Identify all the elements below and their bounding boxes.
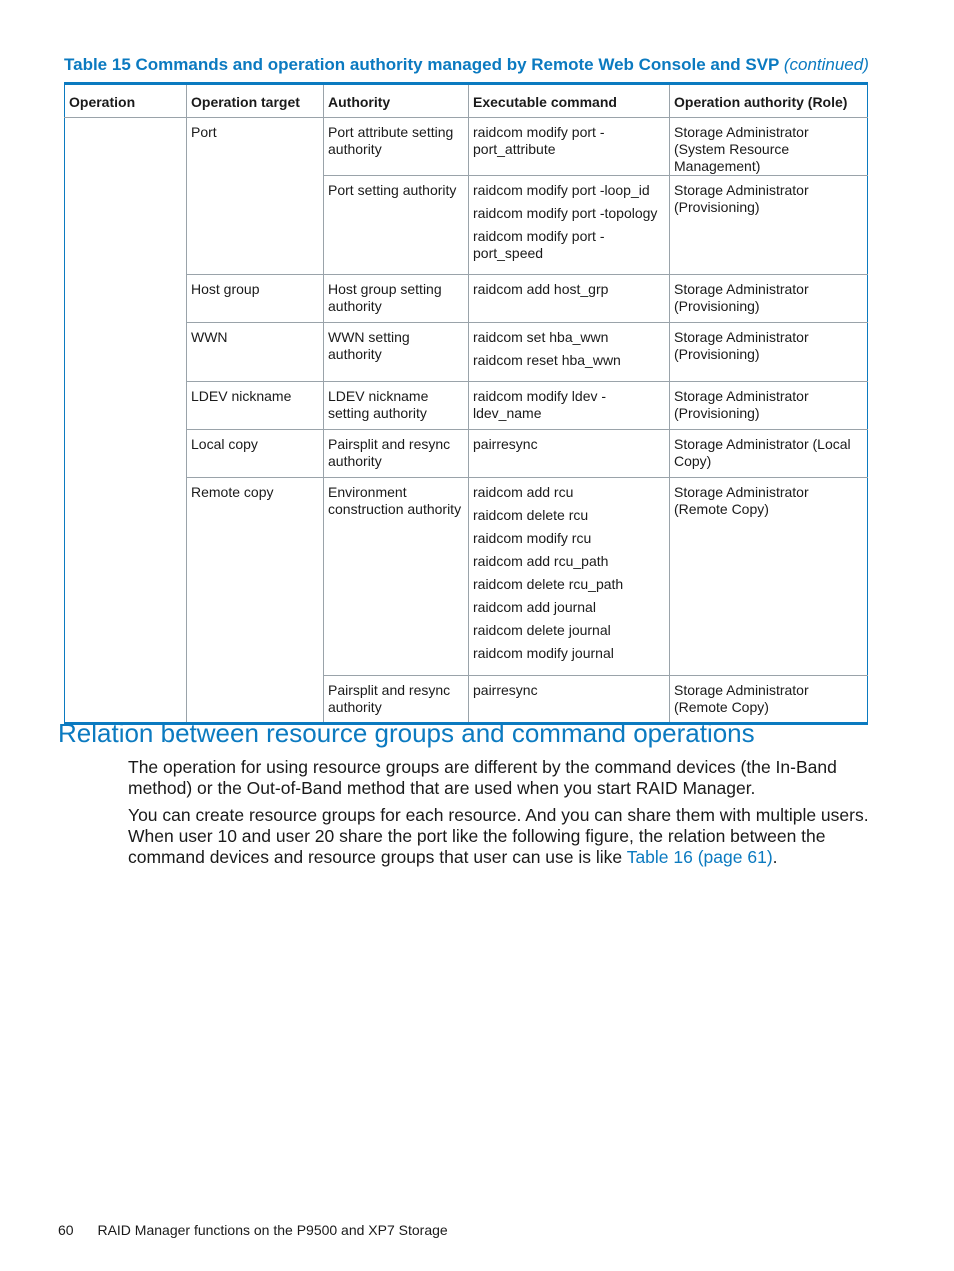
command-text: raidcom delete rcu_path [473, 576, 624, 592]
command-text: raidcom add host_grp [473, 281, 609, 297]
role-cell: Storage Administrator (Provisioning) [670, 382, 868, 430]
command-text: raidcom set hba_wwn [473, 329, 609, 345]
command-cell [469, 118, 670, 176]
command-text: raidcom add rcu_path [473, 553, 609, 569]
header-authority: Authority [324, 84, 469, 118]
footer-text: RAID Manager functions on the P9500 and XP7 Storage [97, 1222, 448, 1238]
command-cell [469, 176, 670, 275]
target-cell: Remote copy [187, 478, 324, 724]
table-header-row [65, 84, 868, 118]
command-cell [469, 478, 670, 676]
role-cell: Storage Administrator (Provisioning) [670, 176, 868, 275]
command-text: raidcom add rcu [473, 484, 574, 500]
target-cell: LDEV nickname [187, 382, 324, 430]
command-text: raidcom modify port -topology [473, 205, 658, 221]
command-text: raidcom modify journal [473, 645, 614, 661]
target-cell: WWN [187, 323, 324, 382]
authority-cell: WWN setting authority [324, 323, 469, 382]
target-cell: Port [187, 118, 324, 275]
table-caption-continued: (continued) [783, 55, 869, 74]
role-cell: Storage Administrator (Local Copy) [670, 430, 868, 478]
authority-cell: Pairsplit and resync authority [324, 430, 469, 478]
section-heading: Relation between resource groups and command operations [58, 718, 755, 748]
body-paragraph [128, 805, 873, 868]
command-text: pairresync [473, 436, 538, 452]
header-operation-target: Operation target [187, 84, 324, 118]
command-text: raidcom modify rcu [473, 530, 592, 546]
command-text: raidcom delete journal [473, 622, 611, 638]
table-caption-label: Table 15 Commands and operation authority managed by Remote Web Console and SVP [64, 55, 780, 74]
target-cell: Local copy [187, 430, 324, 478]
command-cell [469, 676, 670, 724]
role-cell: Storage Administrator (Provisioning) [670, 275, 868, 323]
command-text: raidcom modify port -port_attribute [473, 124, 605, 157]
command-cell [469, 430, 670, 478]
body-paragraph: The operation for using resource groups are different by the command devices (the In-Band method) or the Out-of-Band method that are used when you start RAID Manager. [128, 757, 837, 798]
authority-cell: Port attribute setting authority [324, 118, 469, 176]
authority-cell: Host group setting authority [324, 275, 469, 323]
command-text: raidcom modify ldev -ldev_name [473, 388, 607, 421]
authority-cell: Pairsplit and resync authority [324, 676, 469, 724]
header-executable-command: Executable command [469, 84, 670, 118]
role-cell: Storage Administrator (Remote Copy) [670, 676, 868, 724]
header-operation: Operation [65, 84, 187, 118]
role-cell: Storage Administrator (Remote Copy) [670, 478, 868, 676]
header-operation-authority: Operation authority (Role) [670, 84, 868, 118]
role-cell: Storage Administrator (System Resource Management) [670, 118, 868, 176]
command-text: raidcom delete rcu [473, 507, 589, 523]
operation-cell [65, 118, 187, 724]
authority-cell: Environment construction authority [324, 478, 469, 676]
authority-cell: Port setting authority [324, 176, 469, 275]
paragraph-text: You can create resource groups for each resource. And you can share them with multiple users. When user 10 and user 20 share the port like the following figure, the relation between the command devices and resource groups that user can use is like [128, 805, 869, 867]
command-cell [469, 323, 670, 382]
command-text: pairresync [473, 682, 538, 698]
table-row [65, 118, 868, 176]
commands-authority-table [64, 82, 868, 725]
command-text: raidcom modify port -port_speed [473, 228, 605, 261]
command-text: raidcom add journal [473, 599, 596, 615]
command-cell [469, 275, 670, 323]
role-cell: Storage Administrator (Provisioning) [670, 323, 868, 382]
page-number: 60 [58, 1222, 74, 1238]
command-text: raidcom reset hba_wwn [473, 352, 621, 368]
target-cell: Host group [187, 275, 324, 323]
paragraph-end: . [772, 847, 778, 867]
command-text: raidcom modify port -loop_id [473, 182, 650, 198]
authority-cell: LDEV nickname setting authority [324, 382, 469, 430]
table-16-link[interactable]: Table 16 (page 61) [626, 847, 773, 867]
table-caption [64, 55, 869, 75]
command-cell [469, 382, 670, 430]
page-footer [58, 1222, 448, 1238]
